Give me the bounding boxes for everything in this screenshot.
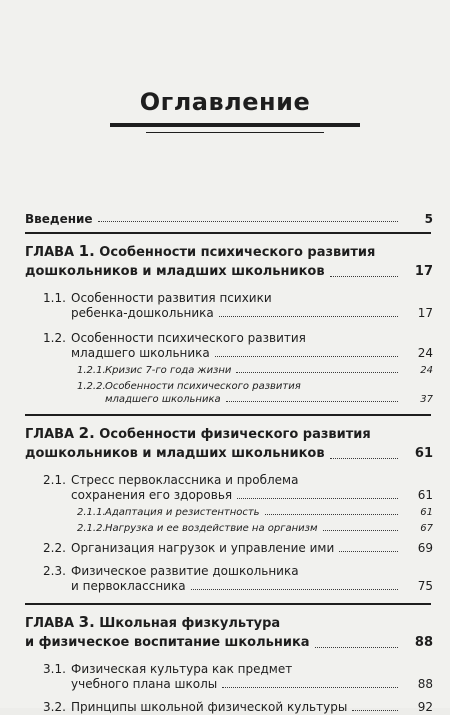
- chapter-title-line1: Школьная физкультура: [94, 616, 281, 631]
- section-title: Принципы школьной физической культуры: [71, 700, 348, 714]
- toc-section-2-3[interactable]: [25, 564, 433, 594]
- section-number: 1.1.: [43, 291, 66, 305]
- subsection-title: Адаптация и резистентность: [105, 507, 260, 518]
- section-number: 2.1.: [43, 473, 66, 487]
- chapter-number: 3.: [78, 613, 95, 631]
- leader-dots: [352, 710, 398, 711]
- toc-intro[interactable]: [25, 212, 433, 226]
- toc-section-1-1[interactable]: [25, 291, 433, 321]
- section-number: 3.1.: [43, 662, 66, 676]
- chapter-title-line2: дошкольников и младших школьников: [25, 446, 325, 461]
- section-number: 2.3.: [43, 564, 66, 578]
- chapter-title-line2: дошкольников и младших школьников: [25, 264, 325, 279]
- section-title-line2: ребенка-дошкольника: [71, 306, 214, 320]
- section-number: 3.2.: [43, 700, 66, 714]
- chapter-title-line2: и физическое воспитание школьника: [25, 635, 310, 650]
- toc-section-2-1[interactable]: [25, 473, 433, 503]
- subsection-page: 37: [420, 394, 433, 405]
- section-page: 69: [417, 541, 433, 555]
- toc-intro-label: Введение: [25, 212, 93, 226]
- section-page: 61: [417, 488, 433, 502]
- toc-subsection-2-1-1[interactable]: [25, 506, 433, 519]
- subsection-title: Кризис 7-го года жизни: [105, 365, 232, 376]
- leader-dots: [330, 276, 398, 277]
- toc-subsection-1-2-1[interactable]: [25, 364, 433, 377]
- leader-dots: [237, 498, 398, 499]
- subsection-title-line2: младшего школьника: [105, 394, 221, 405]
- chapter-page: 17: [414, 264, 433, 279]
- leader-dots: [191, 589, 398, 590]
- section-title: Организация нагрузок и управление ими: [71, 541, 335, 555]
- leader-dots: [236, 372, 398, 373]
- page-title: Оглавление: [139, 88, 311, 116]
- section-title-line1: Физическая культура как предмет: [71, 662, 293, 676]
- section-page: 75: [417, 579, 433, 593]
- section-page: 88: [417, 677, 433, 691]
- section-page: 17: [417, 306, 433, 320]
- section-page: 24: [417, 346, 433, 360]
- title-rule-thin: [146, 132, 324, 133]
- toc-subsection-2-1-2[interactable]: [25, 522, 433, 535]
- leader-dots: [215, 356, 398, 357]
- chapter-prefix: ГЛАВА: [25, 245, 79, 260]
- section-title-line2: сохранения его здоровья: [71, 488, 233, 502]
- chapter-divider: [25, 414, 431, 416]
- subsection-title-line1: Особенности психического развития: [105, 381, 301, 392]
- section-title-line1: Особенности психического развития: [71, 331, 306, 345]
- chapter-prefix: ГЛАВА: [25, 427, 79, 442]
- title-rule-thick: [110, 123, 360, 127]
- toc-section-2-2[interactable]: [25, 541, 433, 556]
- section-number: 2.2.: [43, 541, 66, 555]
- subsection-page: 61: [420, 507, 433, 518]
- section-title-line2: младшего школьника: [71, 346, 210, 360]
- subsection-number: 2.1.2.: [77, 523, 106, 534]
- chapter-page: 88: [414, 635, 433, 650]
- table-of-contents: [25, 212, 433, 715]
- toc-chapter-1[interactable]: [25, 242, 433, 281]
- chapter-prefix: ГЛАВА: [25, 616, 79, 631]
- toc-section-1-2[interactable]: [25, 331, 433, 361]
- leader-dots: [226, 401, 398, 402]
- leader-dots: [315, 647, 398, 648]
- toc-section-3-1[interactable]: [25, 662, 433, 692]
- leader-dots: [219, 316, 398, 317]
- subsection-number: 2.1.1.: [77, 507, 106, 518]
- chapter-page: 61: [414, 446, 433, 461]
- section-title-line2: и первоклассника: [71, 579, 186, 593]
- section-title-line1: Особенности развития психики: [71, 291, 272, 305]
- chapter-title-line1: Особенности физического развития: [94, 427, 371, 442]
- leader-dots: [265, 514, 398, 515]
- subsection-page: 67: [420, 523, 433, 534]
- leader-dots: [98, 221, 398, 222]
- chapter-number: 2.: [78, 424, 95, 442]
- toc-subsection-1-2-2[interactable]: [25, 380, 433, 406]
- chapter-title-line1: Особенности психического развития: [94, 245, 376, 260]
- section-number: 1.2.: [43, 331, 66, 345]
- section-title-line2: учебного плана школы: [71, 677, 218, 691]
- toc-chapter-3[interactable]: [25, 613, 433, 652]
- subsection-title: Нагрузка и ее воздействие на организм: [105, 523, 318, 534]
- section-title-line1: Физическое развитие дошкольника: [71, 564, 299, 578]
- chapter-divider: [25, 603, 431, 605]
- subsection-page: 24: [420, 365, 433, 376]
- section-title-line1: Стресс первоклассника и проблема: [71, 473, 299, 487]
- chapter-divider: [25, 232, 431, 234]
- leader-dots: [323, 530, 398, 531]
- section-page: 92: [417, 700, 433, 714]
- chapter-number: 1.: [78, 242, 95, 260]
- toc-chapter-2[interactable]: [25, 424, 433, 463]
- leader-dots: [339, 551, 398, 552]
- subsection-number: 1.2.2.: [77, 381, 106, 392]
- subsection-number: 1.2.1.: [77, 365, 106, 376]
- toc-intro-page: 5: [424, 212, 433, 226]
- leader-dots: [222, 687, 398, 688]
- leader-dots: [330, 458, 398, 459]
